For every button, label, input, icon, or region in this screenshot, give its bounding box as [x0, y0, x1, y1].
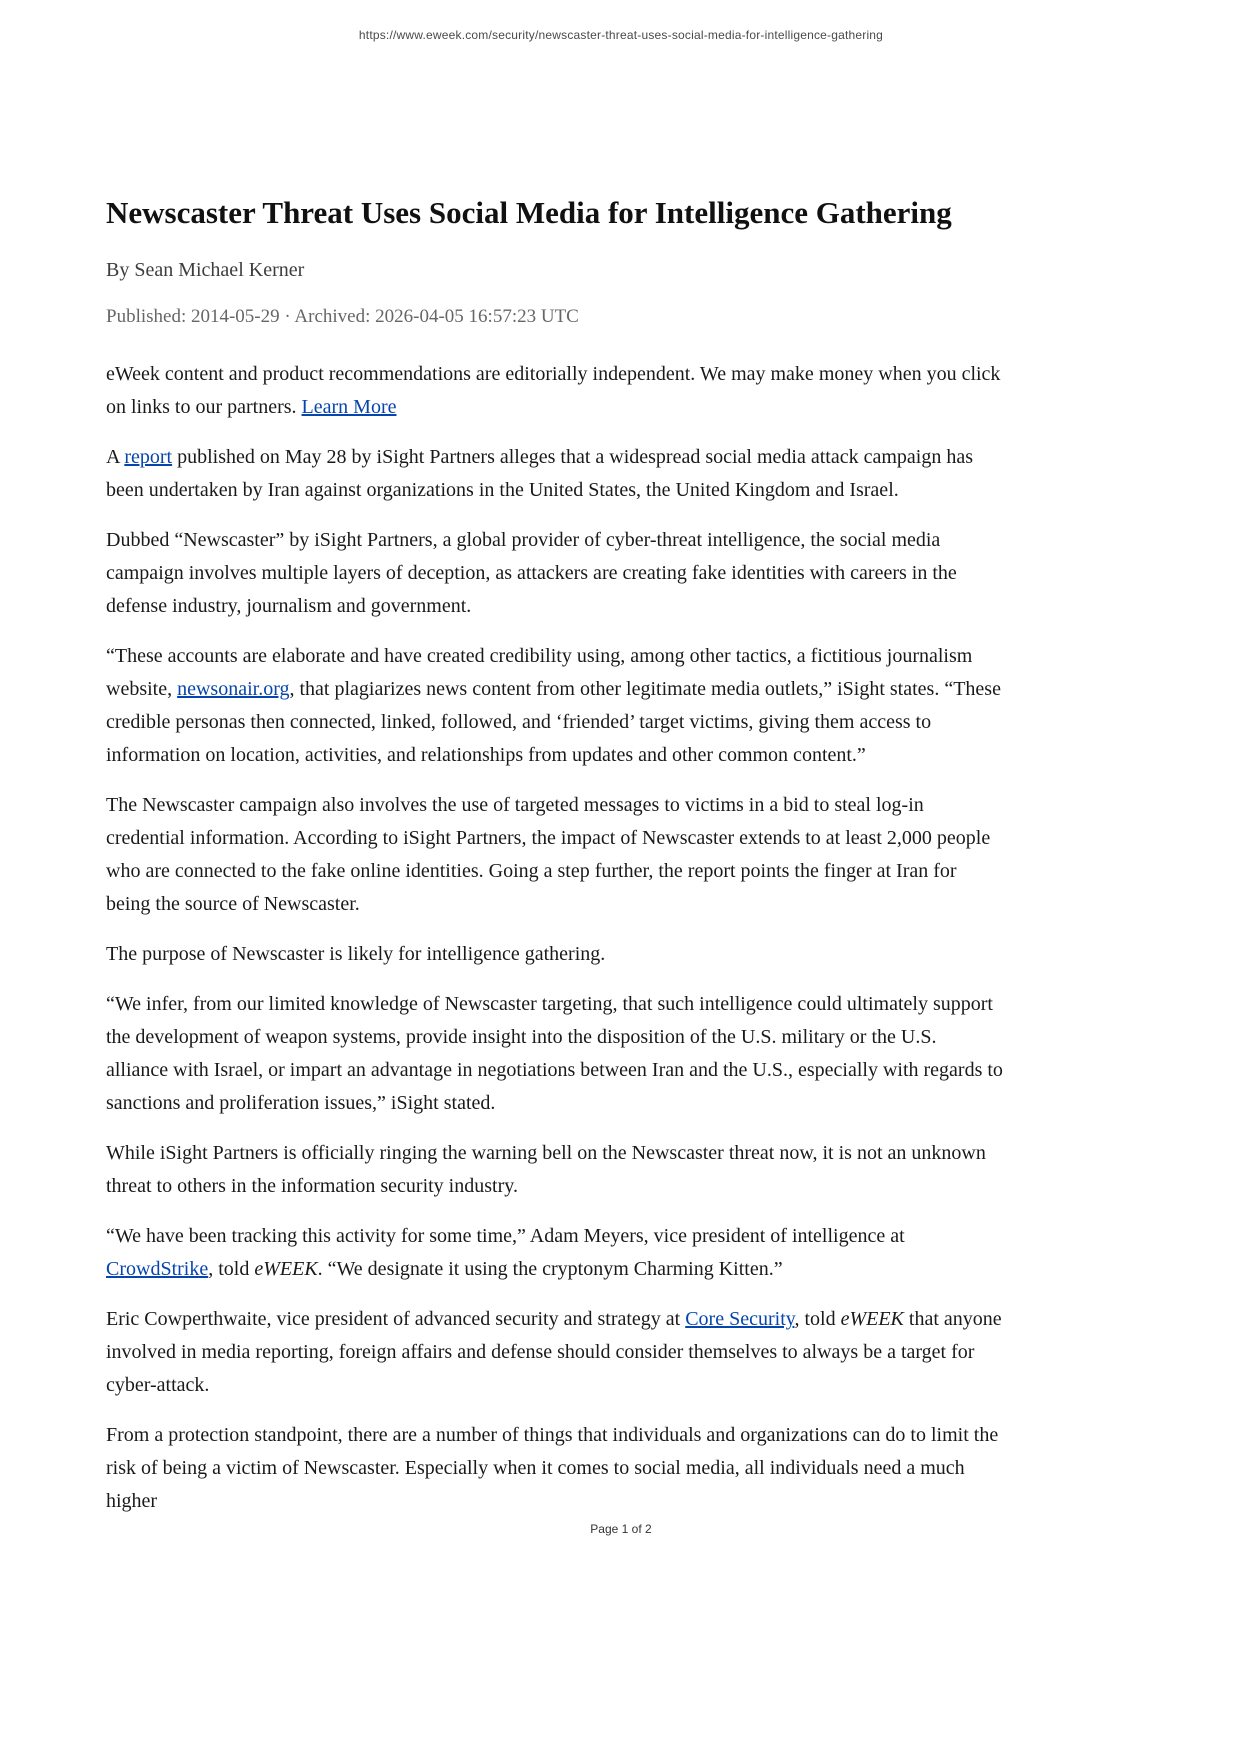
text-run: eWeek content and product recommendations are editorially independent. We may make money when you click on links to our partners.	[106, 363, 1001, 419]
inline-link[interactable]: Core Security	[685, 1308, 795, 1331]
paragraph	[106, 1303, 1003, 1402]
text-run: that anyone involved in media reporting, foreign affairs and defense should consider themselves to always be a target for cyber-attack.	[106, 1308, 1002, 1397]
paragraph	[106, 789, 1003, 921]
text-run: Dubbed “Newscaster” by iSight Partners, a global provider of cyber-threat intelligence, the social media campaign involves multiple layers of deception, as attackers are creating fake identities with careers in the defense industry, journalism and government.	[106, 529, 957, 618]
inline-link[interactable]: Learn More	[301, 396, 397, 419]
text-run: From a protection standpoint, there are a number of things that individuals and organizations can do to limit the risk of being a victim of Newscaster. Especially when it comes to social media, all individuals need a much higher	[106, 1424, 999, 1513]
inline-link[interactable]: report	[124, 446, 173, 469]
text-run: published on May 28 by iSight Partners alleges that a widespread social media attack campaign has been undertaken by Iran against organizations in the United States, the United Kingdom and Israel.	[106, 446, 974, 502]
paragraph	[106, 1137, 1003, 1203]
text-run: , that plagiarizes news content from other legitimate media outlets,” iSight states. “These credible personas then connected, linked, followed, and ‘friended’ target victims, giving them access to information on location, activities, and relationships from updates and other common content.”	[106, 678, 1001, 767]
paragraph	[106, 640, 1003, 772]
text-run: “We have been tracking this activity for some time,” Adam Meyers, vice president of intelligence at	[106, 1225, 905, 1248]
article-content	[106, 0, 1003, 1535]
text-run: Eric Cowperthwaite, vice president of advanced security and strategy at	[106, 1308, 686, 1331]
paragraph	[106, 441, 1003, 507]
article-body	[106, 358, 1003, 1518]
paragraph	[106, 1220, 1003, 1286]
article-title: Newscaster Threat Uses Social Media for Intelligence Gathering	[106, 195, 952, 230]
text-run: , told	[794, 1308, 841, 1331]
text-run: . “We designate it using the cryptonym Charming Kitten.”	[317, 1258, 783, 1281]
paragraph	[106, 524, 1003, 623]
page-number: Page 1 of 2	[590, 1522, 652, 1536]
text-run: The purpose of Newscaster is likely for intelligence gathering.	[106, 943, 606, 966]
paragraph	[106, 358, 1003, 424]
article-byline: By Sean Michael Kerner	[106, 259, 305, 282]
paragraph	[106, 988, 1003, 1120]
text-run: While iSight Partners is officially ringing the warning bell on the Newscaster threat now, it is not an unknown threat to others in the information security industry.	[106, 1142, 986, 1198]
text-run: A	[106, 446, 125, 469]
text-run: “These accounts are elaborate and have created credibility using, among other tactics, a fictitious journalism website,	[106, 645, 973, 701]
page-header-url: https://www.eweek.com/security/newscaster-threat-uses-social-media-for-intelligence-gathering	[358, 28, 884, 42]
italic-text: eWEEK	[254, 1258, 318, 1281]
paragraph	[106, 1419, 1003, 1518]
text-run: , told	[208, 1258, 255, 1281]
text-run: “We infer, from our limited knowledge of Newscaster targeting, that such intelligence could ultimately support the development of weapon systems, provide insight into the disposition of the U.S. military or the U.S. alliance with Israel, or impart an advantage in negotiations between Iran and the U.S., especially with regards to sanctions and proliferation issues,” iSight stated.	[106, 993, 1003, 1115]
text-run: The Newscaster campaign also involves the use of targeted messages to victims in a bid to steal log-in credential information. According to iSight Partners, the impact of Newscaster extends to at least 2,000 people who are connected to the fake online identities. Going a step further, the report points the finger at Iran for being the source of Newscaster.	[106, 794, 991, 916]
paragraph	[106, 938, 1003, 971]
article-meta-dates: Published: 2014-05-29 · Archived: 2026-04-05 16:57:23 UTC	[106, 306, 579, 328]
inline-link[interactable]: newsonair.org	[177, 678, 290, 701]
italic-text: eWEEK	[840, 1308, 904, 1331]
inline-link[interactable]: CrowdStrike	[106, 1258, 209, 1281]
